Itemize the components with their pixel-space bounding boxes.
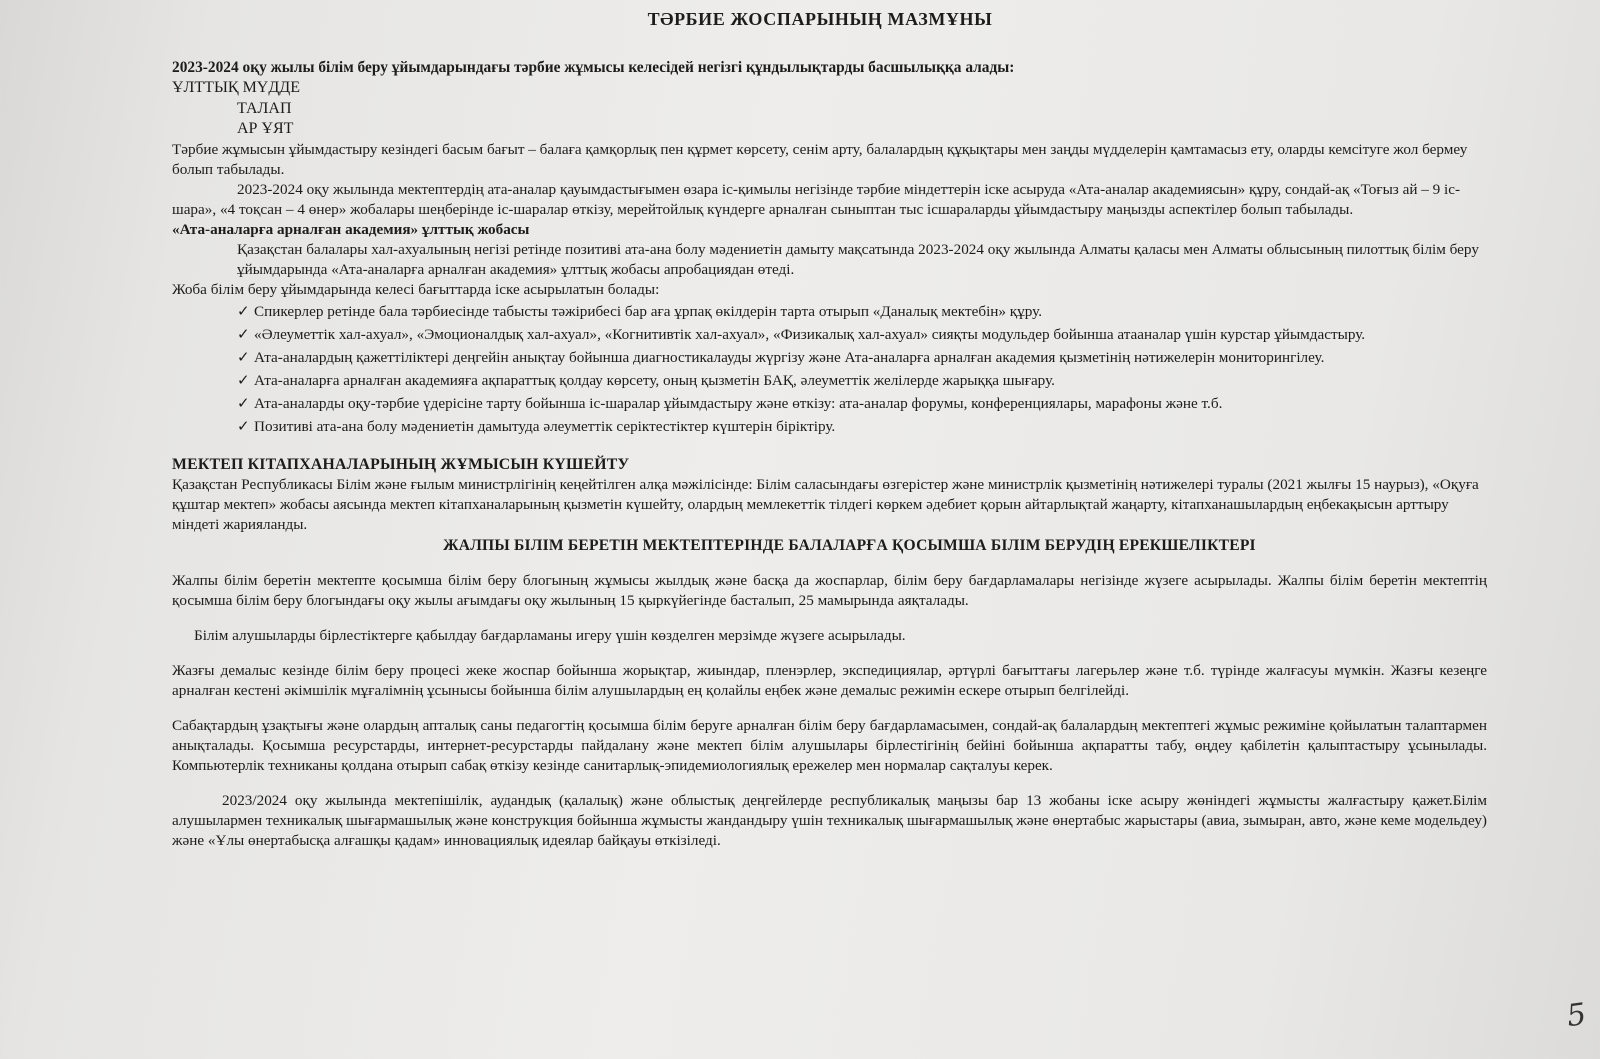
additional-paragraph-1: Жалпы білім беретін мектепте қосымша білім беру блогының жұмысы жылдық және басқа да жоспарлар, білім беру бағдарламалары негізінде жүзеге асырылады. Жалпы білім беретін мектептің қосымша білім беру блогындағы оқу жылы ағымдағы оқу жылының 15 қыркүйегінде басталып, 25 мамырында аяқталады. xyxy=(172,571,1487,609)
checkmark-icon: ✓ xyxy=(237,394,250,412)
list-item-text: Ата-аналардың қажеттіліктері деңгейін анықтау бойынша диагностикалауды жүргізу және Ата-аналарға арналған академия қызметінің нәтижелерін мониторингілеу. xyxy=(254,348,1325,366)
additional-paragraph-2: Білім алушыларды бірлестіктерге қабылдау бағдарламаны игеру үшін көзделген мерзімде жүзеге асырылады. xyxy=(194,626,906,644)
additional-paragraph-4: Сабақтардың ұзақтығы және олардың апталық саны педагогтің қосымша білім беруге арналған білім беру бағдарламасымен, сондай-ақ балалардың мектептегі жұмыс режиміне қойылатын талаптармен анықталады. Қосымша ресурстарды, интернет-ресурстарды пайдалану және мектеп білім алушылары бірлестігінің бейіні бойынша ақпаратты табу, өңдеу қабілетін қалыптастыру ұсынылады. Компьютерлік техниканы қолдана отырып сабақ өткізу кезінде санитарлық-эпидемиологиялық ережелер мен нормалар сақталуы керек. xyxy=(172,716,1487,774)
additional-paragraph-3: Жазғы демалыс кезінде білім беру процесі жеке жоспар бойынша жорықтар, жиындар, пленэрлер, экспедициялар, әртүрлі бағыттағы лагерьлер және т.б. түрінде жалғасуы мүмкін. Жазғы кезеңге арналған кестені әкімшілік мұғалімнің ұсынысы бойынша білім алушылардың ең қолайлы еңбек және демалыс режимін ескере отырып белгілейді. xyxy=(172,661,1487,699)
list-item-text: Позитиві ата-ана болу мәдениетін дамытуда әлеуметтік серіктестіктер күштерін біріктіру. xyxy=(254,417,836,435)
list-item xyxy=(172,417,1487,437)
list-item xyxy=(172,302,1487,322)
academy-paragraph-1: Қазақстан балалары хал-ахуалының негізі ретінде позитиві ата-ана болу мәдениетін дамыту мақсатында 2023-2024 оқу жылында Алматы қаласы мен Алматы облысының пилоттық білім беру ұйымдарында «Ата-аналарға арналған академия» ұлттық жобасы апробациядан өтеді. xyxy=(237,240,1479,278)
document-title: ТӘРБИЕ ЖОСПАРЫНЫҢ МАЗМҰНЫ xyxy=(647,9,993,29)
intro-paragraph-1: Тәрбие жұмысын ұйымдастыру кезіндегі басым бағыт – балаға қамқорлық пен құрмет көрсету, сенім арту, балалардың құқықтары мен заңды мүдделерін қамтамасыз ету, оларды кемсітуге жол бермеу болып табылады. xyxy=(172,140,1468,178)
checkmark-icon: ✓ xyxy=(237,348,250,366)
academy-paragraph-2: Жоба білім беру ұйымдарында келесі бағыттарда іске асырылатын болады: xyxy=(172,280,660,298)
value-demand: ТАЛАП xyxy=(237,99,292,117)
list-item-text: «Әлеуметтік хал-ахуал», «Эмоционалдық хал-ахуал», «Когнитивтік хал-ахуал», «Физикалық хал-ахуал» сияқты модульдер бойынша атааналар үшін курстар ұйымдастыру. xyxy=(254,325,1366,343)
checkmark-icon: ✓ xyxy=(237,371,250,389)
value-national-interest: ҰЛТТЫҚ МҮДДЕ xyxy=(172,79,300,96)
list-item xyxy=(172,394,1487,414)
intro-heading: 2023-2024 оқу жылы білім беру ұйымдарындағы тәрбие жұмысы келесідей негізгі құндылықтарды басшылыққа алады: xyxy=(172,59,1015,76)
intro-paragraph-2: 2023-2024 оқу жылында мектептердің ата-аналар қауымдастығымен өзара іс-қимылы негізінде тәрбие міндеттерін іске асыруда «Ата-аналар академиясын» құру, сондай-ақ «Тоғыз ай – 9 іс-шара», «4 тоқсан – 4 өнер» жобалары шеңберінде іс-шаралар өткізу, мерейтойлық күндерге арналған сыныптан тыс ісшараларды ұйымдастыру маңызды аспектілер болып табылады. xyxy=(172,180,1461,218)
libraries-paragraph: Қазақстан Республикасы Білім және ғылым министрлігінің кеңейтілген алқа мәжілісінде: Білім саласындағы өзгерістер және министрлік қызметінің нәтижелері туралы (2021 жылғы 15 наурыз), «Оқуға құштар мектеп» жобасы аясында мектеп кітапханаларының қызметін күшейту, олардың мемлекеттік тілдегі көркем әдебиет қорын айтарлықтай жаңарту, кітапханашылардың еңбекақысын арттыру міндеті жарияланды. xyxy=(172,475,1479,533)
value-conscience: АР ҰЯТ xyxy=(237,120,294,137)
academy-heading: «Ата-аналарға арналған академия» ұлттық жобасы xyxy=(172,220,530,238)
additional-paragraph-5: 2023/2024 оқу жылында мектепішілік, аудандық (қалалық) және облыстық деңгейлерде республикалық маңызы бар 13 жобаны іске асыру жөніндегі жұмысты жалғастыру қажет.Білім алушылармен техникалық шығармашылық және конструкция бойынша жұмысты жандандыру үшін техникалық шығармашылық және өнертабыс жарыстары (авиа, зымыран, авто, және кеме модельдеу) және «Ұлы өнертабысқа алғашқы қадам» инновациялық идеялар байқауы өткізіледі. xyxy=(172,791,1487,849)
document-body xyxy=(172,58,1487,851)
list-item-text: Ата-аналарды оқу-тәрбие үдерісіне тарту бойынша іс-шаралар ұйымдастыру және өткізу: ата-аналар форумы, конференциялары, марафоны және т.б. xyxy=(254,394,1223,412)
page-number: 5 xyxy=(1564,996,1589,1035)
list-item-text: Спикерлер ретінде бала тәрбиесінде табысты тәжірибесі бар аға ұрпақ өкілдерін тарта отырып «Даналық мектебін» құру. xyxy=(254,302,1043,320)
libraries-heading: МЕКТЕП КІТАПХАНАЛАРЫНЫҢ ЖҰМЫСЫН КҮШЕЙТУ xyxy=(172,455,630,473)
academy-directions-list xyxy=(172,302,1487,437)
list-item xyxy=(172,348,1487,368)
additional-education-heading: ЖАЛПЫ БІЛІМ БЕРЕТІН МЕКТЕПТЕРІНДЕ БАЛАЛАРҒА ҚОСЫМША БІЛІМ БЕРУДІҢ ЕРЕКШЕЛІКТЕРІ xyxy=(443,536,1256,554)
list-item xyxy=(172,371,1487,391)
checkmark-icon: ✓ xyxy=(237,302,250,320)
checkmark-icon: ✓ xyxy=(237,325,250,343)
checkmark-icon: ✓ xyxy=(237,417,250,435)
list-item xyxy=(172,325,1487,345)
list-item-text: Ата-аналарға арналған академияға ақпараттық қолдау көрсету, оның қызметін БАҚ, әлеуметтік желілерде жарыққа шығару. xyxy=(254,371,1055,389)
